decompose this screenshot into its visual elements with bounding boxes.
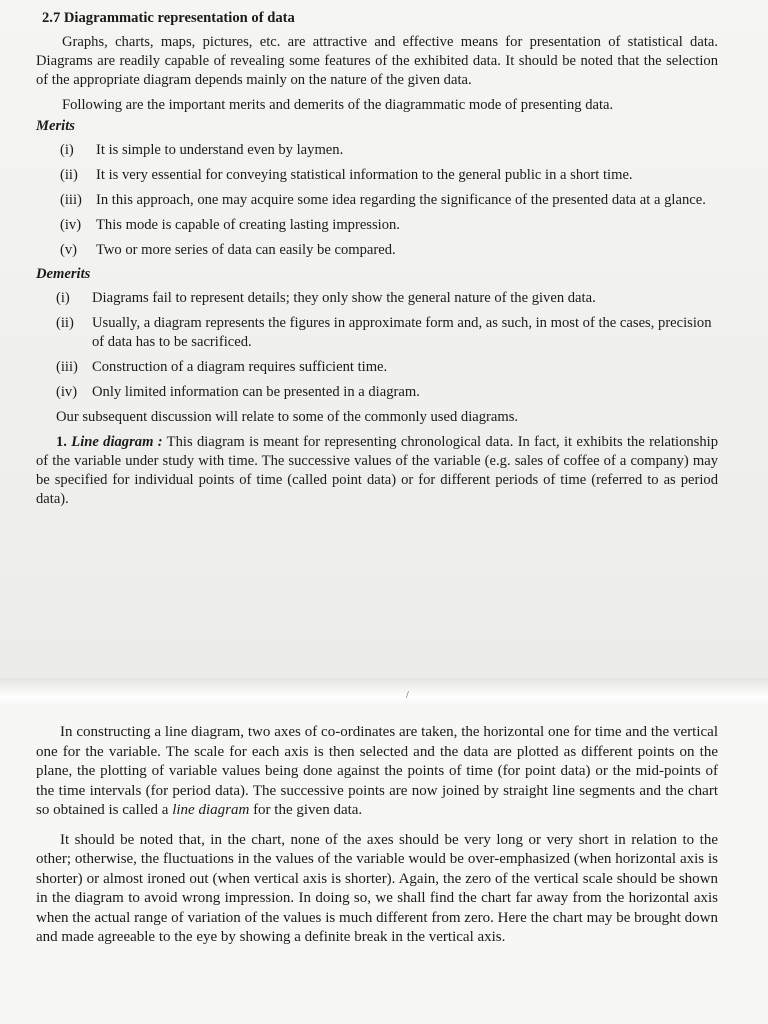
- line-diagram-paragraph: [36, 433, 718, 509]
- demerit-text: Only limited information can be presented in a diagram.: [92, 384, 420, 400]
- demerit-number: (ii): [56, 315, 74, 331]
- demerits-heading: Demerits: [36, 266, 91, 282]
- demerits-list: [56, 289, 718, 402]
- demerit-item: [56, 289, 718, 308]
- construction-paragraph: [36, 723, 718, 821]
- merit-text: Two or more series of data can easily be compared.: [96, 242, 396, 258]
- bottom-page: [0, 705, 768, 1024]
- merit-text: It is very essential for conveying statistical information to the general public in a short time.: [96, 167, 633, 183]
- page-gap: [0, 678, 768, 705]
- merits-heading: Merits: [36, 118, 75, 134]
- merit-number: (i): [60, 142, 74, 158]
- axes-note-paragraph: It should be noted that, in the chart, none of the axes should be very long or very short in relation to the other; otherwise, the fluctuations in the values of the variable would be over-emphasized (when horizontal axis is shorter) or almost ironed out (when vertical axis is shorter). Again, the zero of the vertical scale should be shown in the diagram to avoid wrong impression. In doing so, we shall find the chart far away from the horizontal axis when the actual range of variation of the values is much different from zero. Here the chart may be brought down and made agreeable to the eye by showing a definite break in the vertical axis.: [36, 831, 718, 945]
- demerit-text: Construction of a diagram requires sufficient time.: [92, 359, 388, 375]
- merit-number: (iii): [60, 192, 82, 208]
- merit-item: [60, 166, 718, 185]
- line-diagram-text: This diagram is meant for representing chronological data. In fact, it exhibits the relationship of the variable under study with time. The successive values of the variable (e.g. sales of coffee of a company) may be specified for individual points of time (called point data) or for different periods of time (referred to as period data).: [36, 434, 719, 507]
- merit-text: This mode is capable of creating lasting impression.: [96, 217, 400, 233]
- demerit-text: Diagrams fail to represent details; they only show the general nature of the given data.: [92, 290, 596, 306]
- subsequent-paragraph: Our subsequent discussion will relate to some of the commonly used diagrams.: [56, 409, 519, 425]
- construction-text-end: for the given data.: [249, 802, 363, 818]
- line-diagram-italic-term: line diagram: [172, 802, 250, 818]
- merit-number: (ii): [60, 167, 78, 183]
- demerit-item: [56, 358, 718, 377]
- demerit-number: (iv): [56, 384, 78, 400]
- demerit-number: (iii): [56, 359, 78, 375]
- demerit-text: Usually, a diagram represents the figures in approximate form and, as such, in most of the cases, precision of data has to be sacrificed.: [92, 315, 712, 350]
- demerit-item: [56, 314, 718, 352]
- construction-text-start: In constructing a line diagram, two axes of co-ordinates are taken, the horizontal one for time and the vertical one for the variable. The scale for each axis is then selected and the data are plotted as different points on the plane, the plotting of variable values being done against the points of time (for point data) or the mid-points of the time intervals (for period data). The successive points are now joined by straight line segments and the chart so obtained is called a: [36, 724, 718, 818]
- merit-item: [60, 241, 718, 260]
- demerit-number: (i): [56, 290, 70, 306]
- line-diagram-term: Line diagram :: [71, 434, 163, 450]
- top-page-content: [36, 10, 718, 509]
- merit-item: [60, 191, 718, 210]
- merit-text: It is simple to understand even by laymen.: [96, 142, 344, 158]
- gap-mark: /: [406, 690, 409, 701]
- intro-paragraph: Graphs, charts, maps, pictures, etc. are attractive and effective means for presentation of statistical data. Diagrams are readily capable of revealing some features of the exhibited data. It should be noted that the selection of the appropriate diagram depends mainly on the nature of the given data.: [36, 34, 718, 88]
- merit-number: (iv): [60, 217, 82, 233]
- merit-item: [60, 216, 718, 235]
- merit-item: [60, 141, 718, 160]
- following-paragraph: Following are the important merits and demerits of the diagrammatic mode of presenting data.: [62, 97, 614, 113]
- merits-list: [60, 141, 718, 260]
- merit-number: (v): [60, 242, 78, 258]
- section-title: 2.7 Diagrammatic representation of data: [42, 10, 295, 26]
- line-diagram-number: 1.: [56, 434, 67, 450]
- bottom-page-content: [36, 723, 718, 958]
- merit-text: In this approach, one may acquire some idea regarding the significance of the presented data at a glance.: [96, 192, 706, 208]
- demerit-item: [56, 383, 718, 402]
